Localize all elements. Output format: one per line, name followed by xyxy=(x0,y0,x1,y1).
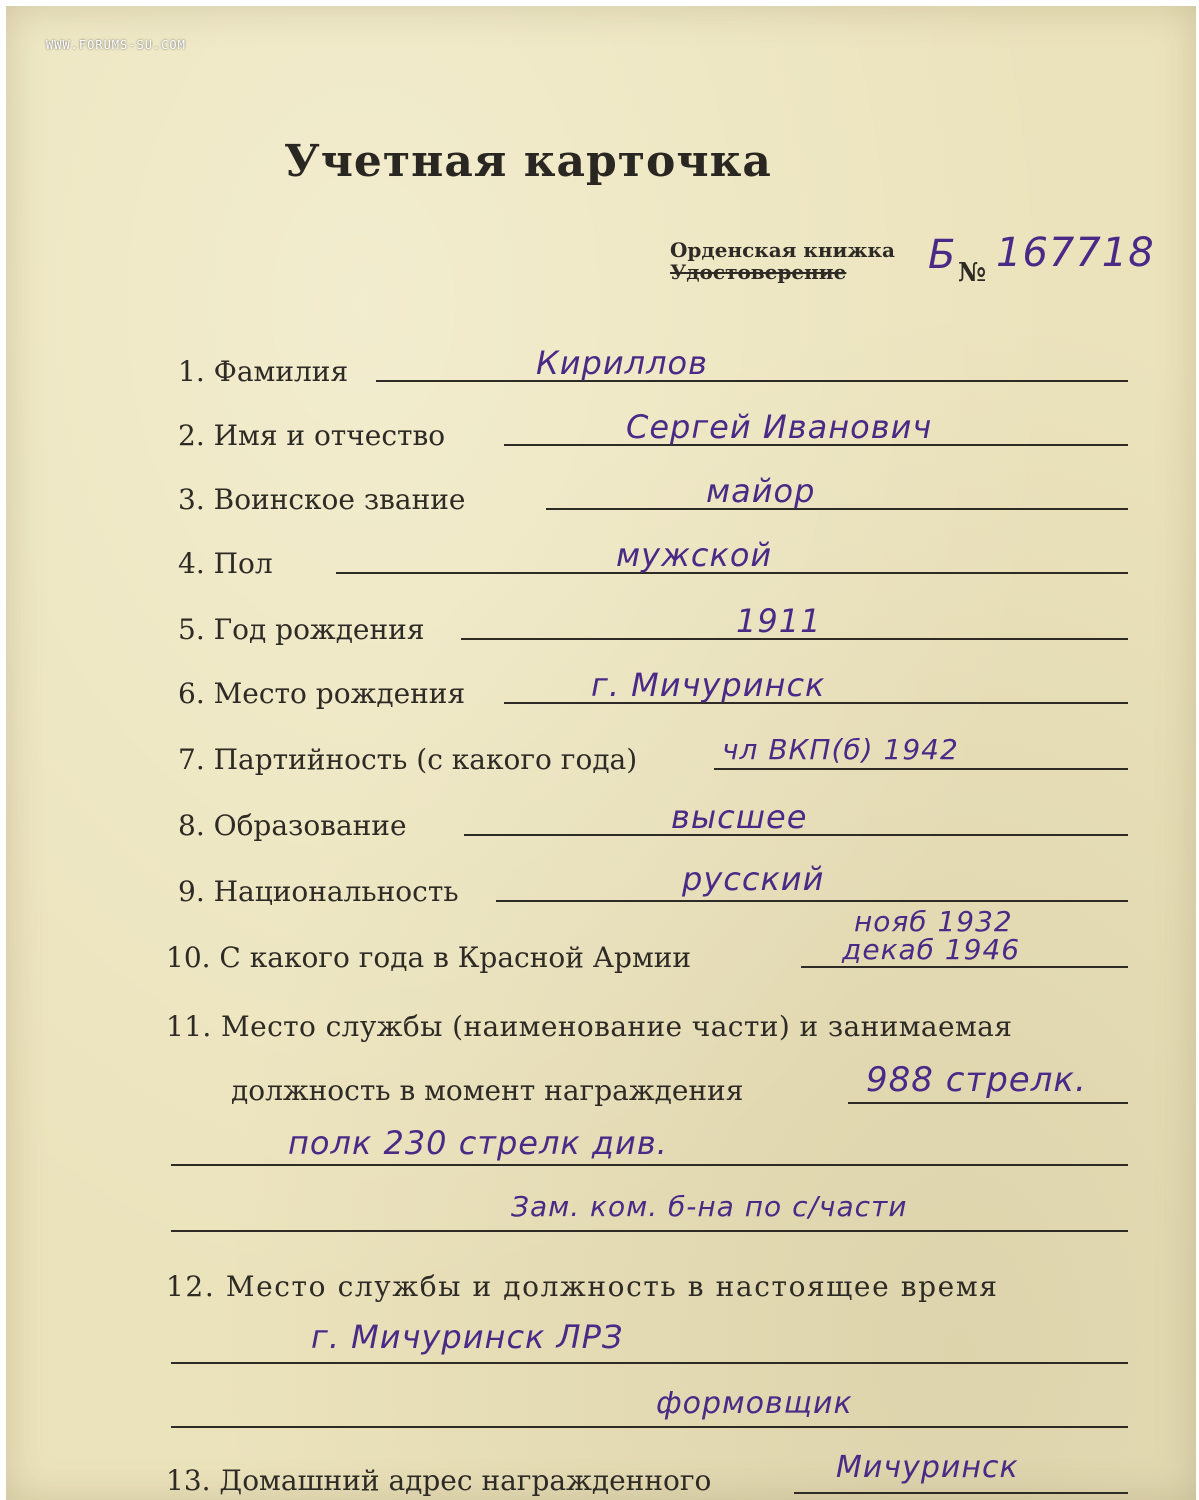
doc-type-certificate-struck: Удостоверение xyxy=(670,260,847,284)
field-value: чл ВКП(б) 1942 xyxy=(722,733,959,766)
field-value: мужской xyxy=(616,536,773,574)
document-type xyxy=(670,238,895,284)
field-surname xyxy=(6,336,1196,396)
field-line xyxy=(171,1164,1128,1166)
number-sign: № xyxy=(958,258,987,288)
field-line xyxy=(496,900,1128,902)
record-card xyxy=(6,6,1196,1500)
field-line xyxy=(376,380,1128,382)
field-label: 6. Место рождения xyxy=(178,677,466,710)
field-label: 13. Домашний адрес награжденного xyxy=(166,1464,712,1497)
field-label: 5. Год рождения xyxy=(178,613,425,646)
field-label: 7. Партийность (с какого года) xyxy=(178,743,638,776)
field-value: полк 230 стрелк див. xyxy=(288,1124,668,1162)
watermark: WWW.FORUMS-SU.COM xyxy=(46,38,186,52)
field-education xyxy=(6,790,1196,850)
field-label: 8. Образование xyxy=(178,809,407,842)
field-label: 10. С какого года в Красной Армии xyxy=(166,941,692,974)
field-label-cont: должность в момент награждения xyxy=(231,1074,744,1107)
field-line xyxy=(171,1230,1128,1232)
field-label: 9. Национальность xyxy=(178,875,459,908)
field-value: декаб 1946 xyxy=(842,933,1021,966)
field-line xyxy=(171,1362,1128,1364)
field-party xyxy=(6,724,1196,784)
field-value: формовщик xyxy=(656,1386,853,1421)
field-value: майор xyxy=(706,472,816,510)
field-value: 1911 xyxy=(736,602,822,640)
field-value: г. Мичуринск ЛРЗ xyxy=(311,1318,624,1356)
field-value: 988 стрелк. xyxy=(866,1060,1087,1100)
field-birth-place xyxy=(6,658,1196,718)
field-label: 2. Имя и отчество xyxy=(178,419,446,452)
field-line xyxy=(848,1102,1128,1104)
field-label: 4. Пол xyxy=(178,547,273,580)
field-label: 1. Фамилия xyxy=(178,355,349,388)
field-value: высшее xyxy=(671,798,808,836)
field-value: г. Мичуринск xyxy=(591,666,826,704)
doc-number: 167718 xyxy=(996,230,1155,276)
field-birth-year xyxy=(6,594,1196,654)
field-line xyxy=(801,966,1128,968)
field-value: Мичуринск xyxy=(836,1450,1019,1485)
field-army-since xyxy=(6,905,1196,982)
field-label: 12. Место службы и должность в настоящее время xyxy=(166,1270,999,1303)
field-line xyxy=(794,1492,1128,1494)
doc-type-order-book: Орденская книжка xyxy=(670,238,895,262)
field-value: Сергей Иванович xyxy=(626,408,933,446)
card-title: Учетная карточка xyxy=(284,136,772,187)
field-name-patronymic xyxy=(6,400,1196,460)
field-line xyxy=(546,508,1128,510)
field-value-upper: нояб 1932 xyxy=(854,905,1013,938)
doc-series: Б xyxy=(928,232,957,278)
field-label: 3. Воинское звание xyxy=(178,483,466,516)
field-nationality xyxy=(6,856,1196,916)
field-line xyxy=(714,768,1128,770)
field-value: Зам. ком. б-на по с/части xyxy=(511,1190,908,1223)
field-line xyxy=(171,1426,1128,1428)
field-sex xyxy=(6,528,1196,588)
field-rank xyxy=(6,464,1196,524)
field-label: 11. Место службы (наименование части) и занимаемая xyxy=(166,1010,1013,1043)
field-value: русский xyxy=(682,860,825,898)
field-value: Кириллов xyxy=(536,344,708,382)
